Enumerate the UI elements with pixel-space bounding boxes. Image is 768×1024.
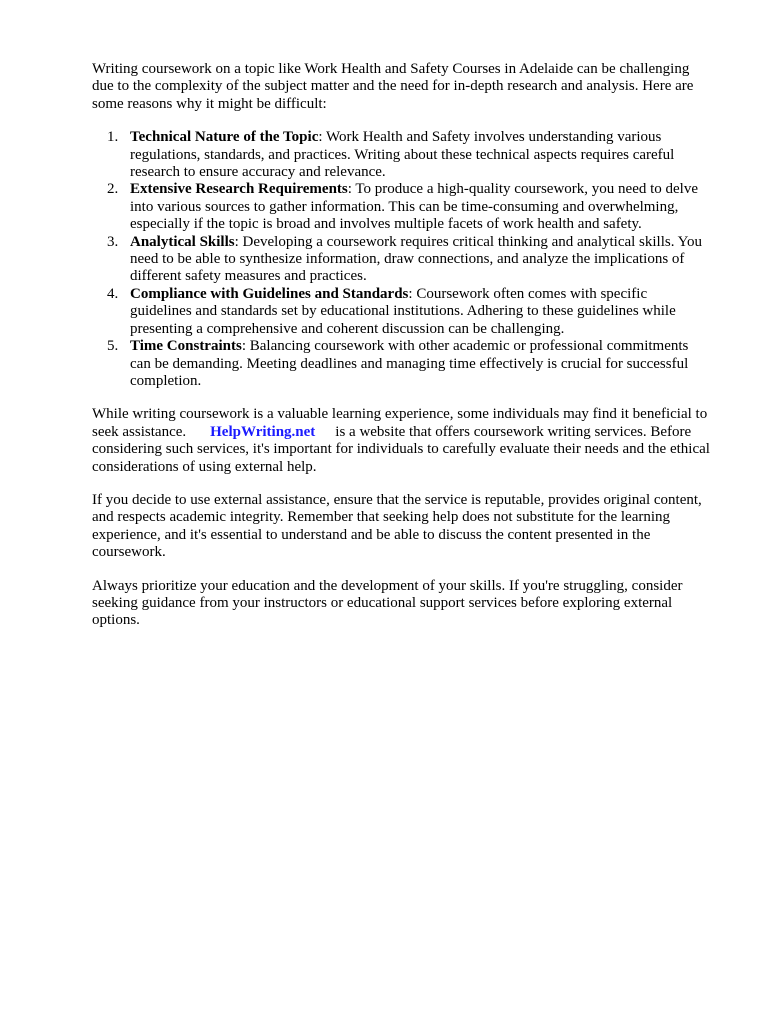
intro-paragraph: Writing coursework on a topic like Work Health and Safety Courses in Adelaide can be challenging due to the complexity of the subject matter and the need for in-depth research and analysis. Here are some reasons why it might be difficult: <box>92 61 694 112</box>
reason-text: To produce a high-quality coursework, you need to delve into various sources to gather information. This can be time-consuming and overwhelming, especially if the topic is broad and involves multiple facets of work health and safety. <box>130 181 698 233</box>
assistance-text-after: is a website that offers coursework writing services. Before considering such services, it's important for individuals to carefully evaluate their needs and the ethical considerations of using external help. <box>92 423 710 475</box>
reason-term: Technical Nature of the Topic <box>130 129 319 146</box>
reason-term: Compliance with Guidelines and Standards <box>130 285 409 302</box>
term-separator: : <box>318 129 323 146</box>
term-separator: : <box>408 285 413 302</box>
list-number: 3. <box>107 233 119 250</box>
list-number: 5. <box>107 338 119 355</box>
term-separator: : <box>241 338 246 355</box>
list-item <box>92 129 712 181</box>
assistance-text-before: While writing coursework is a valuable learning experience, some individuals may find it beneficial to seek assistance. <box>92 406 708 440</box>
term-separator: : <box>347 181 352 198</box>
list-item <box>92 338 712 390</box>
helpwriting-link[interactable]: HelpWriting.net <box>210 423 316 440</box>
list-item <box>92 286 712 338</box>
closing-paragraph: Always prioritize your education and the development of your skills. If you're struggling, consider seeking guidance from your instructors or educational support services before exploring external options. <box>92 577 683 629</box>
reason-text: Coursework often comes with specific guidelines and standards set by educational institutions. Adhering to these guidelines while presenting a comprehensive and coherent discussion can be challenging. <box>130 285 676 337</box>
term-separator: : <box>234 233 239 250</box>
reason-text: Work Health and Safety involves understanding various regulations, standards, and practices. Writing about these technical aspects requires careful research to ensure accuracy and relevance. <box>130 129 675 181</box>
reason-text: Balancing coursework with other academic or professional commitments can be demanding. Meeting deadlines and managing time effectively is crucial for successful completion. <box>130 338 689 389</box>
reason-term: Time Constraints <box>130 338 242 355</box>
assistance-paragraph <box>92 406 712 476</box>
document-page <box>92 61 712 646</box>
reason-term: Extensive Research Requirements <box>130 181 348 198</box>
reasons-list <box>92 129 712 390</box>
list-number: 1. <box>107 129 119 146</box>
reason-term: Analytical Skills <box>130 233 235 250</box>
list-item <box>92 181 712 233</box>
list-number: 4. <box>107 285 119 302</box>
list-item <box>92 234 712 286</box>
list-number: 2. <box>107 181 119 198</box>
reason-text: Developing a coursework requires critical thinking and analytical skills. You need to be able to synthesize information, draw connections, and analyze the implications of different safety measures and practices. <box>130 233 703 285</box>
external-assistance-paragraph: If you decide to use external assistance, ensure that the service is reputable, provides original content, and respects academic integrity. Remember that seeking help does not substitute for the learning experience, and it's essential to understand and be able to discuss the content presented in the coursework. <box>92 491 702 561</box>
